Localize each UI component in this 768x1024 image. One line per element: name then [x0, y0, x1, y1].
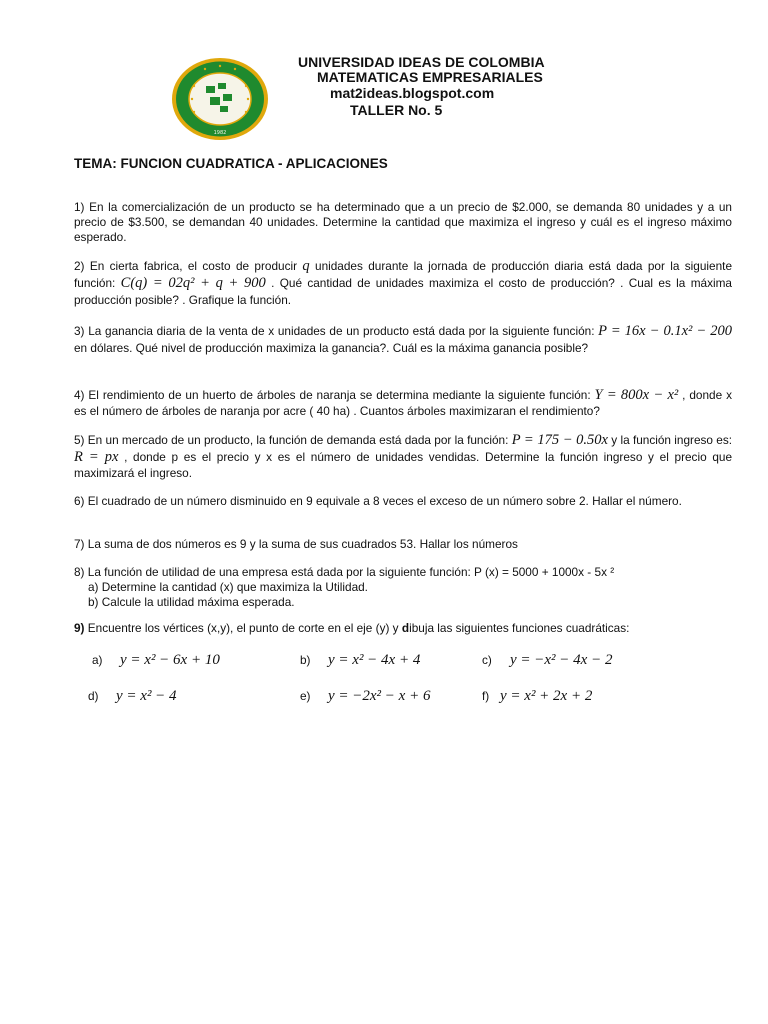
- function-d: [88, 688, 177, 705]
- question-2: [74, 258, 732, 309]
- question-9-text-b: ibuja las siguientes funciones cuadráticas:: [409, 621, 630, 635]
- question-3-text-a: 3) La ganancia diaria de la venta de x unidades de un producto está dada por la siguiente función:: [74, 324, 599, 338]
- topic-heading: TEMA: FUNCION CUADRATICA - APLICACIONES: [74, 156, 388, 171]
- question-5-income-formula: R = px: [74, 448, 119, 465]
- question-8-part-a: a) Determine la cantidad (x) que maximiza la Utilidad.: [88, 580, 368, 595]
- question-1: [74, 200, 732, 246]
- question-5-demand-formula: P = 175 − 0.50x: [511, 432, 608, 448]
- function-b: [300, 652, 420, 669]
- question-1-text: 1) En la comercialización de un producto se ha determinado que a un precio de $2.000, se demanda 80 unidades y a un precio de $3.500, se demandan 40 unidades. Determine la cantidad que maximiza el ingreso y cuál es el ingreso máximo esperado.: [74, 200, 732, 245]
- question-5-text-a: 5) En un mercado de un producto, la función de demanda está dada por la función:: [74, 433, 512, 447]
- function-a: [92, 652, 220, 669]
- seal-year: 1982: [213, 130, 227, 136]
- question-9-text-a: Encuentre los vértices (x,y), el punto de corte en el eje (y) y: [84, 621, 402, 635]
- question-8: [74, 565, 732, 611]
- question-2-text-a: 2) En cierta fabrica, el costo de producir: [74, 259, 303, 273]
- function-formula: y = x² − 6x + 10: [120, 652, 220, 668]
- course-name: MATEMATICAS EMPRESARIALES: [317, 69, 543, 85]
- question-3: [74, 323, 732, 357]
- function-label: b): [300, 653, 311, 667]
- function-label: e): [300, 689, 311, 703]
- question-2-formula: C(q) = 02q² + q + 900: [120, 275, 266, 291]
- question-9-bold-d: d: [401, 621, 410, 635]
- blog-url: mat2ideas.blogspot.com: [330, 85, 495, 101]
- function-formula: y = x² − 4: [116, 688, 177, 704]
- function-formula: y = −2x² − x + 6: [328, 688, 431, 704]
- function-e: [300, 688, 430, 705]
- question-5-text-c: , donde p es el precio y x es el número de unidades vendidas. Determine la función ingreso y el precio que maximizará el ingreso.: [74, 449, 733, 480]
- question-7-text: 7) La suma de dos números es 9 y la suma de sus cuadrados 53. Hallar los números: [74, 537, 518, 551]
- function-c: [482, 652, 612, 669]
- university-name: UNIVERSIDAD IDEAS DE COLOMBIA: [298, 54, 545, 70]
- function-f: [482, 688, 592, 705]
- workshop-title: TALLER No. 5: [350, 102, 443, 118]
- question-4-formula: Y = 800x − x²: [594, 387, 679, 403]
- function-label: d): [88, 689, 99, 703]
- question-7: [74, 537, 732, 552]
- question-9-number: 9): [74, 621, 85, 635]
- function-label: f): [482, 689, 490, 703]
- question-9: [74, 621, 732, 636]
- question-3-text-b: en dólares. Qué nivel de producción maximiza la ganancia?. Cuál es la máxima ganancia posible?: [74, 341, 589, 355]
- question-6-text: 6) El cuadrado de un número disminuido en 9 equivale a 8 veces el exceso de un número sobre 2. Hallar el número.: [74, 494, 682, 508]
- function-label: c): [482, 653, 492, 667]
- question-8-part-b: b) Calcule la utilidad máxima esperada.: [88, 595, 295, 610]
- university-seal-logo: [170, 56, 270, 142]
- function-formula: y = x² − 4x + 4: [328, 652, 421, 668]
- question-2-text-c: . Qué cantidad de unidades maximiza el costo de producción? . Cual es la máxima producción posible? . Grafique la función.: [74, 276, 732, 307]
- function-label: a): [92, 653, 103, 667]
- function-formula: y = −x² − 4x − 2: [510, 652, 613, 668]
- question-2-variable: q: [302, 258, 310, 274]
- question-4-text-b: , donde x es el número de árboles de naranja por acre ( 40 ha) . Cuantos árboles maximizaran el rendimiento?: [74, 388, 732, 418]
- question-4-text-a: 4) El rendimiento de un huerto de árboles de naranja se determina mediante la siguiente función:: [74, 388, 595, 402]
- question-8-text: 8) La función de utilidad de una empresa está dada por la siguiente función: P (x) = 5000 + 1000x - 5x ²: [74, 565, 615, 579]
- question-5-text-b: y la función ingreso es:: [607, 433, 732, 447]
- question-6: [74, 494, 732, 509]
- question-2-text-b: unidades durante la jornada de producción diaria está dada por la siguiente función:: [74, 259, 732, 290]
- question-5: [74, 432, 732, 482]
- question-4: [74, 387, 732, 419]
- question-3-formula: P = 16x − 0.1x² − 200: [598, 323, 732, 339]
- function-formula: y = x² + 2x + 2: [500, 688, 593, 704]
